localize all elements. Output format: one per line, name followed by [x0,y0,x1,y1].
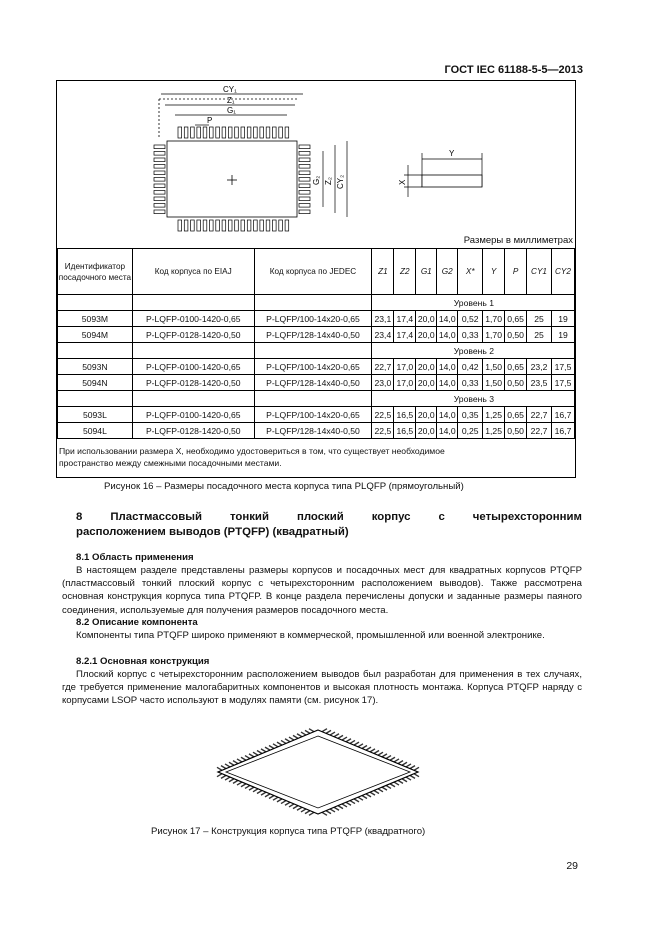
table-header-cell: Код корпуса по JEDEC [254,249,372,295]
package-lead [233,780,238,783]
dim-label-x: X [398,179,407,185]
table-cell: P-LQFP-0100-1420-0,65 [132,407,254,423]
package-lead [285,739,290,742]
land-pad [273,127,277,138]
table-cell: 0,25 [458,423,483,439]
table-cell: 17,4 [394,327,416,343]
land-pad [154,178,165,182]
table-cell: 14,0 [437,327,458,343]
package-lead [394,782,399,785]
package-lead [265,794,270,797]
table-header-cell: Z1 [372,249,394,295]
table-cell: 0,50 [505,327,527,343]
table-cell: 14,0 [437,359,458,375]
package-lead [354,799,359,802]
package-lead [293,735,298,738]
land-pad [154,165,165,169]
dim-label-y: Y [449,149,455,158]
land-pad [285,220,289,231]
table-cell: 5094N [58,375,133,391]
package-lead [289,804,294,807]
land-pad [254,220,258,231]
package-lead [237,782,242,785]
package-lead [358,797,363,800]
package-lead [261,792,266,795]
package-lead [241,757,246,760]
table-cell: 20,0 [416,407,437,423]
package-lead [322,729,327,732]
package-lead [366,747,371,750]
dim-label-g2: G₂ [312,175,321,185]
table-header-cell: CY1 [527,249,552,295]
ptqfp-package-illustration [200,716,440,828]
table-row [58,327,575,343]
package-lead [342,804,347,807]
dim-label-g1: G₁ [227,106,236,115]
table-cell: 23,4 [372,327,394,343]
table-cell: P-LQFP/128-14x40-0,50 [254,327,372,343]
land-pad [299,145,310,149]
land-pad [241,220,245,231]
package-lead [237,759,242,762]
table-cell: 0,50 [505,375,527,391]
land-pad [285,127,289,138]
package-lead [386,756,391,759]
table-header-cell: Y [483,249,505,295]
package-lead [269,745,274,748]
level-row [58,343,575,359]
land-pad [299,152,310,156]
land-pad [154,158,165,162]
title-word: тонкий [229,511,269,523]
land-pad [197,220,201,231]
table-cell: P-LQFP/100-14x20-0,65 [254,407,372,423]
table-cell: 25 [527,311,552,327]
land-pad [260,127,264,138]
package-lead [362,796,367,799]
table-cell: 1,50 [483,359,505,375]
package-lead [350,801,355,804]
table-cell: 5094L [58,423,133,439]
table-header-cell: G1 [416,249,437,295]
table-cell: 23,0 [372,375,394,391]
level-label: Уровень 2 [372,343,575,359]
table-cell: 22,7 [372,359,394,375]
package-lead [257,751,262,754]
package-lead [249,754,254,757]
table-cell: 14,0 [437,423,458,439]
title-word: четырехсторонним [472,511,582,523]
heading-8-1: 8.1 Область применения [76,552,194,563]
table-cell: 23,1 [372,311,394,327]
package-lead [322,812,327,815]
table-cell: P-LQFP-0128-1420-0,50 [132,375,254,391]
package-lead [330,732,335,735]
land-pad [299,171,310,175]
land-pad [228,220,232,231]
table-cell: 19 [551,327,574,343]
note-line-2: пространство между смежными посадочными местами. [59,458,282,468]
land-pad [260,220,264,231]
package-lead [362,745,367,748]
land-pad [241,127,245,138]
package-lead [289,737,294,740]
land-pad [299,191,310,195]
land-pad [154,184,165,188]
table-cell: 0,65 [505,311,527,327]
land-pad [178,127,182,138]
land-pad [210,127,214,138]
table-header-cell: X* [458,249,483,295]
figure-16-caption: Рисунок 16 – Размеры посадочного места корпуса типа PLQFP (прямоугольный) [104,481,464,492]
package-lead [281,740,286,743]
table-cell: P-LQFP-0128-1420-0,50 [132,327,254,343]
land-pad [216,127,220,138]
table-cell: P-LQFP-0100-1420-0,65 [132,359,254,375]
table-cell: 5093L [58,407,133,423]
package-lead [382,787,387,790]
title-word: корпус [371,511,411,523]
section-8-title [76,510,582,540]
figure-17-caption: Рисунок 17 – Конструкция корпуса типа PTQFP (квадратного) [151,826,426,837]
package-lead [378,752,383,755]
dim-label-z2: Z₂ [324,177,333,185]
package-lead [326,811,331,814]
land-pad [203,220,207,231]
level-label: Уровень 3 [372,391,575,407]
land-pad [235,220,239,231]
table-cell: 23,5 [527,375,552,391]
package-lead [305,811,310,814]
land-pad [191,220,195,231]
table-cell: 17,4 [394,311,416,327]
land-pad [154,197,165,201]
table-cell: 16,5 [394,407,416,423]
package-lead [358,744,363,747]
package-lead [249,787,254,790]
package-lead [346,802,351,805]
package-lead [338,735,343,738]
package-lead [253,789,258,792]
land-pad [154,191,165,195]
table-row [58,359,575,375]
table-cell: P-LQFP/100-14x20-0,65 [254,359,372,375]
package-lead [217,767,222,770]
land-pad [235,127,239,138]
land-pad [216,220,220,231]
package-lead [410,766,415,769]
land-pad [154,145,165,149]
land-pattern-table [57,248,575,439]
land-pad [299,197,310,201]
land-pattern-drawing [57,81,575,241]
table-cell: 16,5 [394,423,416,439]
land-pad [154,152,165,156]
level-row [58,295,575,311]
package-lead [398,761,403,764]
page-number: 29 [566,860,578,872]
package-lead [370,792,375,795]
package-lead [301,732,306,735]
table-cell: 14,0 [437,311,458,327]
package-lead [374,751,379,754]
table-cell: 22,5 [372,407,394,423]
units-note: Размеры в миллиметрах [463,235,573,246]
land-pad [266,220,270,231]
package-lead [305,730,310,733]
package-lead [406,777,411,780]
package-lead [245,756,250,759]
land-pad [154,171,165,175]
package-lead [285,802,290,805]
note-line-1: При использовании размера X, необходимо удостовериться в том, что существует необходимое [59,446,445,456]
package-lead [350,740,355,743]
package-lead [346,739,351,742]
land-pad [154,210,165,214]
table-cell: 0,65 [505,359,527,375]
heading-8-2: 8.2 Описание компонента [76,617,198,628]
level-row [58,391,575,407]
figure-16-note [59,445,559,469]
table-cell: 20,0 [416,375,437,391]
package-lead [277,742,282,745]
land-pad [222,127,226,138]
table-header-cell: G2 [437,249,458,295]
package-lead [334,807,339,810]
table-header-cell: CY2 [551,249,574,295]
land-pad [210,220,214,231]
package-lead [297,734,302,737]
table-row [58,375,575,391]
table-header-cell: Z2 [394,249,416,295]
table-cell: 5093M [58,311,133,327]
title-word: 8 [76,511,83,523]
level-label: Уровень 1 [372,295,575,311]
package-lead [414,767,419,770]
package-lead [309,812,314,815]
table-cell: 16,7 [551,423,574,439]
package-lead [390,784,395,787]
land-pad [254,127,258,138]
table-cell: 17,0 [394,375,416,391]
package-lead [394,759,399,762]
table-cell: 20,0 [416,327,437,343]
package-lead [221,775,226,778]
land-pad [273,220,277,231]
dim-label-z1: Z₁ [227,96,235,105]
table-cell: P-LQFP-0128-1420-0,50 [132,423,254,439]
table-header-cell: Идентификатор посадочного места [58,249,133,295]
package-lead [281,801,286,804]
table-cell: 22,7 [527,407,552,423]
package-lead [326,730,331,733]
table-cell: 1,50 [483,375,505,391]
table-row [58,407,575,423]
package-lead [386,785,391,788]
package-lead [217,774,222,777]
table-cell: 0,35 [458,407,483,423]
table-cell: 17,5 [551,359,574,375]
text-8-1: В настоящем разделе представлены размеры корпусов и посадочных мест для квадратных корпусов PTQFP (пластмассовый тонкий плоский корпус с четырехсторонним расположением выводов). Также рассмотрена основная конструкция корпуса типа PTQFP. В конце раздела перечислены допуски и заданные размеры паяного соединения, используемые для получения размеров посадочного места. [62,565,582,616]
table-cell: 0,33 [458,327,483,343]
land-pad [184,127,188,138]
package-lead [402,762,407,765]
package-lead [334,734,339,737]
table-cell: P-LQFP/128-14x40-0,50 [254,375,372,391]
title-word: с [438,511,445,523]
land-pad [279,127,283,138]
package-lead [366,794,371,797]
table-cell: 5094M [58,327,133,343]
dim-label-cy2: CY₂ [336,174,345,189]
package-lead [414,774,419,777]
figure-16-box [56,80,576,478]
package-lead [370,749,375,752]
package-lead [398,780,403,783]
land-pad [191,127,195,138]
package-lead [390,757,395,760]
package-lead [330,809,335,812]
package-lead [265,747,270,750]
land-pad [154,204,165,208]
section-8-title-line2: расположением выводов (PTQFP) (квадратный) [76,526,349,538]
package-lead [225,764,230,767]
table-cell: 0,52 [458,311,483,327]
table-cell: 1,25 [483,423,505,439]
table-header-cell: P [505,249,527,295]
dim-label-cy1: CY₁ [223,85,237,94]
table-cell: 0,50 [505,423,527,439]
table-cell: 1,25 [483,407,505,423]
package-lead [382,754,387,757]
table-cell: P-LQFP/128-14x40-0,50 [254,423,372,439]
table-cell: 19 [551,311,574,327]
land-pad [247,127,251,138]
package-lead [229,762,234,765]
land-pad [299,184,310,188]
package-lead [273,744,278,747]
land-pad [178,220,182,231]
package-lead [410,775,415,778]
package-lead [233,761,238,764]
package-lead [301,809,306,812]
package-lead [225,777,230,780]
package-lead [241,784,246,787]
land-pad [299,204,310,208]
table-row [58,311,575,327]
land-pad [299,165,310,169]
text-8-2-1: Плоский корпус с четырехсторонним расположением выводов был разработан для применения в тех случаях, где требуется применение малогабаритных компонентов и высокая плотность монтажа. Корпуса PTQFP наряду с корпусами LSOP часто используют в модулях памяти (см. рисунок 17). [62,669,582,707]
package-lead [269,796,274,799]
dim-label-p: P [207,116,213,125]
land-pad [197,127,201,138]
table-cell: 17,0 [394,359,416,375]
land-pad [279,220,283,231]
package-lead [402,779,407,782]
land-pad [222,220,226,231]
table-cell: 0,33 [458,375,483,391]
package-lead [229,779,234,782]
land-pad [299,210,310,214]
table-cell: 0,42 [458,359,483,375]
table-cell: 23,2 [527,359,552,375]
table-header-cell: Код корпуса по EIAJ [132,249,254,295]
package-lead [277,799,282,802]
text-8-2: Компоненты типа PTQFP широко применяют в коммерческой, промышленной или военной электронике. [76,630,545,641]
table-cell: 1,70 [483,327,505,343]
package-lead [309,729,314,732]
package-lead [273,797,278,800]
land-pad [228,127,232,138]
table-cell: 0,65 [505,407,527,423]
table-row [58,423,575,439]
package-lead [221,766,226,769]
package-lead [354,742,359,745]
table-cell: P-LQFP/100-14x20-0,65 [254,311,372,327]
package-lead [374,790,379,793]
land-pad [299,178,310,182]
table-cell: 20,0 [416,423,437,439]
land-pad [247,220,251,231]
package-lead [245,785,250,788]
table-cell: 22,7 [527,423,552,439]
title-word: Пластмассовый [110,511,202,523]
table-cell: P-LQFP-0100-1420-0,65 [132,311,254,327]
table-cell: 22,5 [372,423,394,439]
package-lead [257,790,262,793]
package-lead [253,752,258,755]
title-word: плоский [296,511,344,523]
table-cell: 25 [527,327,552,343]
land-pad [299,158,310,162]
table-cell: 1,70 [483,311,505,327]
land-pad [203,127,207,138]
table-cell: 5093N [58,359,133,375]
package-lead [406,764,411,767]
package-lead [293,806,298,809]
package-lead [297,807,302,810]
package-lead [342,737,347,740]
standard-header: ГОСТ IEC 61188-5-5—2013 [444,64,583,76]
land-pad [184,220,188,231]
table-cell: 14,0 [437,375,458,391]
package-lead [338,806,343,809]
table-cell: 16,7 [551,407,574,423]
land-pad [266,127,270,138]
heading-8-2-1: 8.2.1 Основная конструкция [76,656,210,667]
package-lead [378,789,383,792]
table-cell: 14,0 [437,407,458,423]
table-cell: 17,5 [551,375,574,391]
table-cell: 20,0 [416,311,437,327]
package-lead [261,749,266,752]
table-cell: 20,0 [416,359,437,375]
